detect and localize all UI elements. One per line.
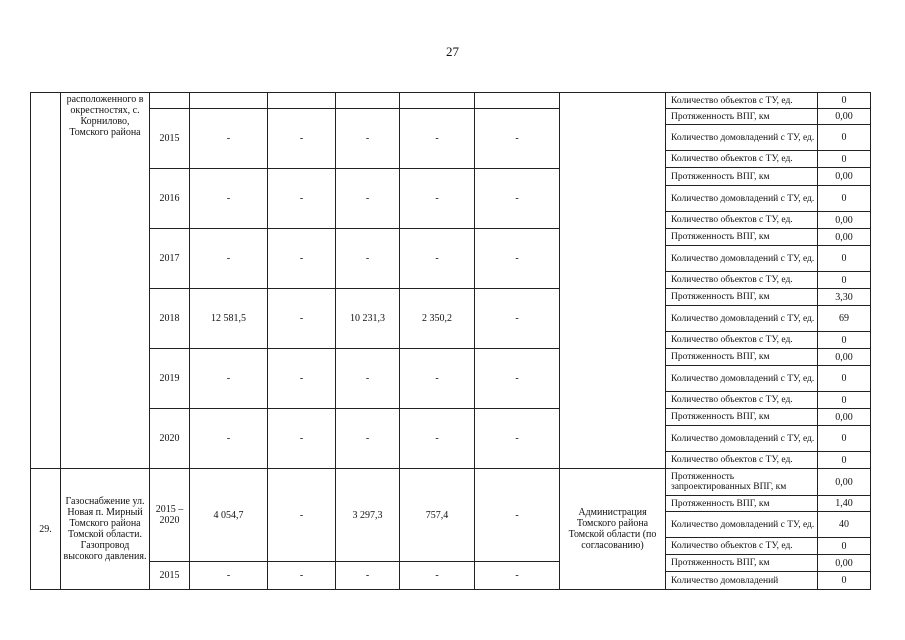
indicator-value: 0,00 bbox=[818, 409, 871, 426]
object-name-cell: Газоснабжение ул. Новая п. Мирный Томского района Томской области. Газопровод высокого давления. bbox=[61, 469, 150, 590]
funding-cell: - bbox=[268, 409, 336, 469]
funding-cell: - bbox=[268, 349, 336, 409]
indicator-value: 0 bbox=[818, 92, 871, 109]
indicator-label: Количество домовладений с ТУ, ед. bbox=[666, 366, 818, 392]
funding-cell: - bbox=[336, 562, 400, 590]
funding-cell: - bbox=[268, 169, 336, 229]
page-number: 27 bbox=[446, 44, 459, 59]
indicator-label: Количество объектов с ТУ, ед. bbox=[666, 392, 818, 409]
indicator-label: Количество объектов с ТУ, ед. bbox=[666, 92, 818, 109]
continuation-cell bbox=[190, 92, 268, 109]
year-cell: 2020 bbox=[150, 409, 190, 469]
year-cell: 2017 bbox=[150, 229, 190, 289]
indicator-label: Количество объектов с ТУ, ед. bbox=[666, 151, 818, 168]
funding-cell: - bbox=[475, 562, 560, 590]
funding-cell: 2 350,2 bbox=[400, 289, 475, 349]
funding-cell: 10 231,3 bbox=[336, 289, 400, 349]
funding-cell: - bbox=[190, 409, 268, 469]
funding-cell: - bbox=[475, 289, 560, 349]
indicator-value: 0 bbox=[818, 452, 871, 469]
indicator-value: 69 bbox=[818, 306, 871, 332]
indicator-value: 0 bbox=[818, 366, 871, 392]
funding-cell: - bbox=[336, 349, 400, 409]
funding-cell: - bbox=[475, 229, 560, 289]
funding-cell: - bbox=[475, 349, 560, 409]
indicator-label: Количество объектов с ТУ, ед. bbox=[666, 332, 818, 349]
indicator-label: Протяженность ВПГ, км bbox=[666, 229, 818, 246]
indicator-value: 0,00 bbox=[818, 168, 871, 186]
funding-cell: - bbox=[268, 469, 336, 562]
indicator-label: Количество объектов с ТУ, ед. bbox=[666, 272, 818, 289]
row-number-cell: 29. bbox=[30, 469, 61, 590]
indicator-label: Количество домовладений с ТУ, ед. bbox=[666, 125, 818, 151]
indicator-value: 0 bbox=[818, 186, 871, 212]
year-cell: 2019 bbox=[150, 349, 190, 409]
funding-cell: 4 054,7 bbox=[190, 469, 268, 562]
object-name-cell: расположенного в окрестностях, с. Корнилово, Томского района bbox=[61, 92, 150, 469]
executor-cell: Администрация Томского района Томской области (по согласованию) bbox=[560, 469, 666, 590]
indicator-label: Протяженность ВПГ, км bbox=[666, 168, 818, 186]
indicator-value: 0 bbox=[818, 272, 871, 289]
indicator-label: Протяженность ВПГ, км bbox=[666, 496, 818, 512]
indicator-value: 0 bbox=[818, 392, 871, 409]
indicator-label: Количество домовладений с ТУ, ед. bbox=[666, 246, 818, 272]
funding-cell: - bbox=[400, 562, 475, 590]
indicator-value: 0 bbox=[818, 125, 871, 151]
indicator-label: Протяженность ВПГ, км bbox=[666, 555, 818, 572]
funding-cell: 12 581,5 bbox=[190, 289, 268, 349]
executor-cell bbox=[560, 92, 666, 469]
funding-cell: - bbox=[268, 109, 336, 169]
indicator-value: 1,40 bbox=[818, 496, 871, 512]
indicator-label: Протяженность ВПГ, км bbox=[666, 109, 818, 125]
funding-cell: - bbox=[190, 229, 268, 289]
indicator-label: Протяженность ВПГ, км bbox=[666, 289, 818, 306]
indicator-value: 0 bbox=[818, 538, 871, 555]
year-cell: 2015 – 2020 bbox=[150, 469, 190, 562]
funding-cell: - bbox=[336, 229, 400, 289]
funding-cell: - bbox=[400, 169, 475, 229]
year-cell: 2015 bbox=[150, 109, 190, 169]
funding-cell: - bbox=[190, 562, 268, 590]
indicator-label: Протяженность запроектированных ВПГ, км bbox=[666, 469, 818, 496]
indicator-label: Количество домовладений с ТУ, ед. bbox=[666, 426, 818, 452]
funding-cell: - bbox=[268, 289, 336, 349]
indicator-value: 0,00 bbox=[818, 555, 871, 572]
funding-cell: - bbox=[400, 109, 475, 169]
year-cell: 2015 bbox=[150, 562, 190, 590]
indicator-value: 0 bbox=[818, 426, 871, 452]
funding-cell: - bbox=[336, 109, 400, 169]
year-cell: 2016 bbox=[150, 169, 190, 229]
funding-cell: - bbox=[190, 349, 268, 409]
continuation-cell bbox=[475, 92, 560, 109]
indicator-label: Протяженность ВПГ, км bbox=[666, 409, 818, 426]
indicator-value: 0 bbox=[818, 572, 871, 590]
indicator-label: Количество домовладений bbox=[666, 572, 818, 590]
funding-cell: 3 297,3 bbox=[336, 469, 400, 562]
funding-cell: - bbox=[400, 409, 475, 469]
funding-cell: - bbox=[336, 169, 400, 229]
indicator-value: 0,00 bbox=[818, 469, 871, 496]
indicator-label: Количество домовладений с ТУ, ед. bbox=[666, 306, 818, 332]
continuation-cell bbox=[150, 92, 190, 109]
indicator-label: Количество домовладений с ТУ, ед. bbox=[666, 186, 818, 212]
indicator-value: 0 bbox=[818, 151, 871, 168]
funding-cell: - bbox=[475, 169, 560, 229]
indicator-label: Количество объектов с ТУ, ед. bbox=[666, 212, 818, 229]
indicator-value: 0,00 bbox=[818, 229, 871, 246]
row-number-cell bbox=[30, 92, 61, 469]
indicator-label: Количество объектов с ТУ, ед. bbox=[666, 452, 818, 469]
continuation-cell bbox=[336, 92, 400, 109]
continuation-cell bbox=[400, 92, 475, 109]
funding-cell: - bbox=[190, 109, 268, 169]
funding-cell: - bbox=[190, 169, 268, 229]
indicator-value: 40 bbox=[818, 512, 871, 538]
indicator-value: 3,30 bbox=[818, 289, 871, 306]
indicator-value: 0,00 bbox=[818, 212, 871, 229]
funding-cell: - bbox=[268, 562, 336, 590]
funding-cell: - bbox=[475, 109, 560, 169]
continuation-cell bbox=[268, 92, 336, 109]
funding-cell: - bbox=[475, 469, 560, 562]
funding-cell: 757,4 bbox=[400, 469, 475, 562]
funding-cell: - bbox=[400, 229, 475, 289]
indicator-value: 0,00 bbox=[818, 349, 871, 366]
indicator-label: Протяженность ВПГ, км bbox=[666, 349, 818, 366]
funding-cell: - bbox=[268, 229, 336, 289]
indicator-value: 0 bbox=[818, 246, 871, 272]
funding-cell: - bbox=[400, 349, 475, 409]
funding-cell: - bbox=[336, 409, 400, 469]
indicator-value: 0,00 bbox=[818, 109, 871, 125]
indicator-value: 0 bbox=[818, 332, 871, 349]
funding-cell: - bbox=[475, 409, 560, 469]
indicator-label: Количество объектов с ТУ, ед. bbox=[666, 538, 818, 555]
year-cell: 2018 bbox=[150, 289, 190, 349]
indicator-label: Количество домовладений с ТУ, ед. bbox=[666, 512, 818, 538]
